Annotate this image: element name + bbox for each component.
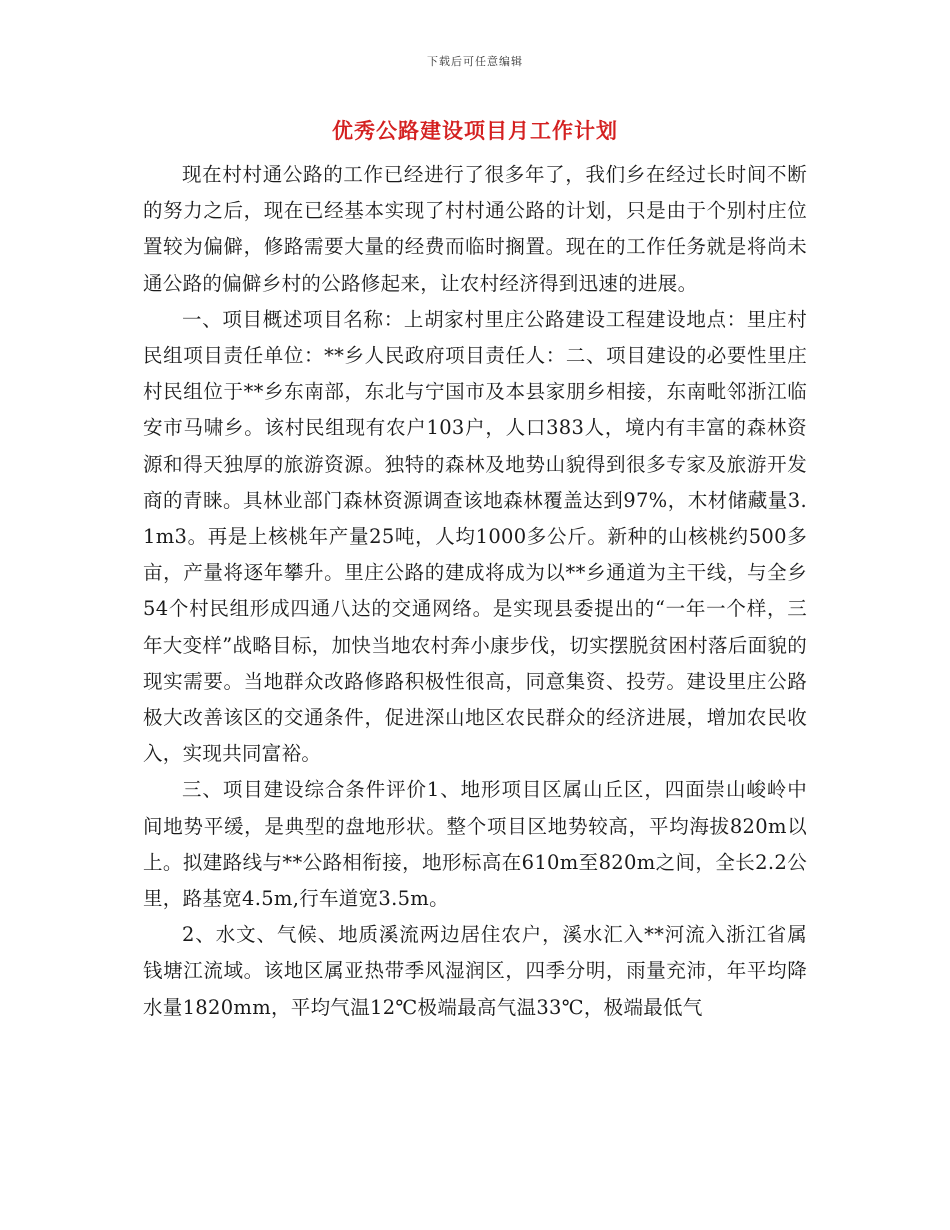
paragraph-hydrology: 2、水文、气候、地质溪流两边居住农户，溪水汇入**河流入浙江省属钱塘江流域。该地区属亚热带季风湿润区，四季分明，雨量充沛，年平均降水量1820mm，平均气温12℃极端最高气温33℃，极端最低气 [143, 923, 807, 1019]
document-body [143, 157, 807, 1026]
paragraph-conditions: 三、项目建设综合条件评价1、地形项目区属山丘区，四面崇山峻岭中间地势平缓，是典型的盘地形状。整个项目区地势较高，平均海拔820m以上。拟建路线与**公路相衔接，地形标高在610m至820m之间，全长2.2公里，路基宽4.5m,行车道宽3.5m。 [143, 778, 807, 911]
paragraph-intro: 现在村村通公路的工作已经进行了很多年了，我们乡在经过长时间不断的努力之后，现在已经基本实现了村村通公路的计划，只是由于个别村庄位置较为偏僻，修路需要大量的经费而临时搁置。现在的工作任务就是将尚未通公路的偏僻乡村的公路修起来，让农村经济得到迅速的进展。 [143, 163, 807, 295]
paragraph-project-overview: 一、项目概述项目名称：上胡家村里庄公路建设工程建设地点：里庄村民组项目责任单位：**乡人民政府项目责任人：二、项目建设的必要性里庄村民组位于**乡东南部，东北与宁国市及本县家朋乡相接，东南毗邻浙江临安市马啸乡。该村民组现有农户103户，人口383人，境内有丰富的森林资源和得天独厚的旅游资源。独特的森林及地势山貌得到很多专家及旅游开发商的青睐。具林业部门森林资源调查该地森林覆盖达到97%，木材储藏量3.1m3。再是上核桃年产量25吨，人均1000多公斤。新种的山核桃约500多亩，产量将逐年攀升。里庄公路的建成将成为以**乡通道为主干线，与全乡54个村民组形成四通八达的交通网络。是实现县委提出的“一年一个样，三年大变样”战略目标，加快当地农村奔小康步伐，切实摆脱贫困村落后面貌的现实需要。当地群众改路修路积极性很高，同意集资、投劳。建设里庄公路极大改善该区的交通条件，促进深山地区农民群众的经济进展，增加农民收入，实现共同富裕。 [143, 307, 807, 766]
header-note: 下载后可任意编辑 [427, 55, 523, 68]
document-title: 优秀公路建设项目月工作计划 [332, 118, 618, 143]
